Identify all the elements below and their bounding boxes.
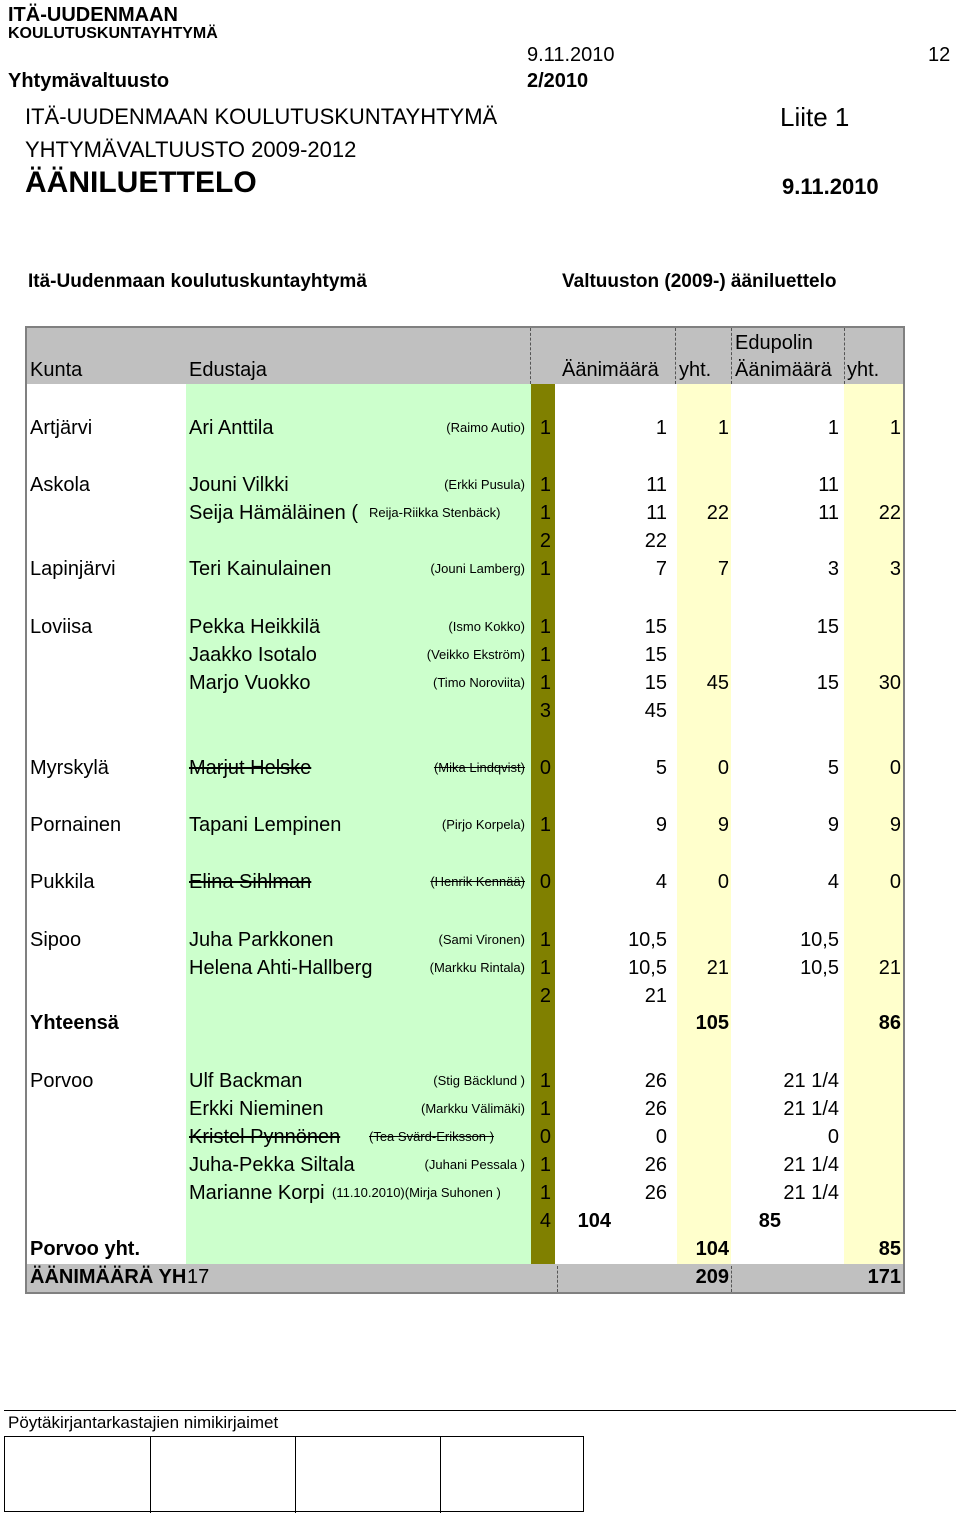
edupolin-votes-cell: 1 bbox=[827, 417, 839, 439]
count-cell: 1 bbox=[539, 1070, 551, 1092]
count-cell: 2 bbox=[539, 985, 551, 1007]
count-cell: 1 bbox=[539, 417, 551, 439]
edupolin-yht-cell: 0 bbox=[889, 871, 901, 893]
count-cell: 1 bbox=[539, 957, 551, 979]
table-row bbox=[27, 954, 905, 982]
edupolin-votes-cell: 85 bbox=[758, 1210, 781, 1232]
edupolin-yht-cell: 86 bbox=[878, 1012, 901, 1034]
count-cell: 1 bbox=[539, 1098, 551, 1120]
header-edupolin-aanimaara: Äänimäärä bbox=[735, 359, 832, 381]
table-row bbox=[27, 1151, 905, 1179]
kunta-cell: Myrskylä bbox=[30, 757, 109, 779]
votes-cell: 0 bbox=[655, 1126, 667, 1148]
header-divider-4 bbox=[844, 328, 845, 384]
title-date: 9.11.2010 bbox=[782, 174, 879, 199]
varajasen-cell: (Henrik Kennää) bbox=[430, 874, 525, 889]
edupolin-votes-cell: 4 bbox=[827, 871, 839, 893]
count-cell: 2 bbox=[539, 530, 551, 552]
count-cell: 1 bbox=[539, 616, 551, 638]
edupolin-votes-cell: 21 1/4 bbox=[783, 1182, 839, 1204]
varajasen-cell: (Juhani Pessala ) bbox=[424, 1157, 525, 1172]
kunta-cell: Loviisa bbox=[30, 616, 93, 638]
edupolin-yht-cell: 85 bbox=[878, 1238, 901, 1260]
header-divider-3 bbox=[731, 328, 732, 384]
kunta-cell: Askola bbox=[30, 474, 91, 496]
varajasen-cell: (Pirjo Korpela) bbox=[441, 817, 525, 832]
header-yht: yht. bbox=[679, 359, 712, 381]
table-row bbox=[27, 499, 905, 527]
votes-cell: 7 bbox=[655, 558, 667, 580]
kunta-cell: Pornainen bbox=[30, 814, 122, 836]
count-cell: 1 bbox=[539, 672, 551, 694]
table-row bbox=[27, 527, 905, 555]
subtitle-right: Valtuuston (2009-) ääniluettelo bbox=[562, 271, 837, 292]
edupolin-yht-cell: 30 bbox=[878, 672, 901, 694]
vote-table bbox=[25, 326, 905, 1294]
table-row bbox=[27, 471, 905, 499]
edupolin-votes-cell: 15 bbox=[816, 672, 839, 694]
edustaja-cell: Tapani Lempinen bbox=[189, 814, 342, 836]
count-cell: 3 bbox=[539, 700, 551, 722]
signature-box bbox=[4, 1436, 584, 1512]
edupolin-votes-cell: 21 1/4 bbox=[783, 1154, 839, 1176]
table-row bbox=[27, 414, 905, 442]
edustaja-cell: Ari Anttila bbox=[189, 417, 274, 439]
edustaja-cell: Jouni Vilkki bbox=[189, 474, 289, 496]
count-cell: 1 bbox=[539, 558, 551, 580]
count-cell: 1 bbox=[539, 644, 551, 666]
table-row bbox=[27, 1123, 905, 1151]
varajasen-cell: (Jouni Lamberg) bbox=[430, 561, 525, 576]
votes-cell: 1 bbox=[655, 417, 667, 439]
edupolin-yht-cell: 0 bbox=[889, 757, 901, 779]
table-row bbox=[27, 1009, 905, 1037]
edupolin-yht-cell: 21 bbox=[878, 957, 901, 979]
edupolin-votes-cell: 9 bbox=[827, 814, 839, 836]
edustaja-cell: Juha Parkkonen bbox=[189, 929, 334, 951]
kunta-cell: Yhteensä bbox=[30, 1012, 119, 1034]
count-cell: 1 bbox=[539, 1154, 551, 1176]
votes-cell: 10,5 bbox=[628, 957, 667, 979]
count-cell: 0 bbox=[539, 1126, 551, 1148]
signature-cell-divider bbox=[295, 1437, 296, 1513]
issue-number: 2/2010 bbox=[527, 70, 589, 92]
count-cell: 1 bbox=[539, 814, 551, 836]
edupolin-yht-cell: 22 bbox=[878, 502, 901, 524]
table-row bbox=[27, 1067, 905, 1095]
edustaja-cell: Kristel Pynnönen bbox=[189, 1126, 341, 1148]
body-name: Yhtymävaltuusto bbox=[8, 70, 170, 92]
yht-cell: 104 bbox=[695, 1238, 729, 1260]
org-name-line1: ITÄ-UUDENMAAN bbox=[8, 4, 178, 26]
header-kunta: Kunta bbox=[30, 359, 83, 381]
edupolin-votes-cell: 21 1/4 bbox=[783, 1070, 839, 1092]
edustaja-cell: Teri Kainulainen bbox=[189, 558, 332, 580]
appendix-label: Liite 1 bbox=[780, 102, 850, 132]
votes-cell: 11 bbox=[646, 474, 667, 496]
edupolin-votes-cell: 10,5 bbox=[800, 929, 839, 951]
varajasen-cell: (Markku Rintala) bbox=[429, 960, 525, 975]
edustaja-cell: Elina Sihlman bbox=[189, 871, 312, 893]
varajasen-cell: (Erkki Pusula) bbox=[444, 477, 525, 492]
varajasen-cell: (Markku Välimäki) bbox=[420, 1101, 525, 1116]
varajasen-cell: (Stig Bäcklund ) bbox=[433, 1073, 525, 1088]
votes-cell: 9 bbox=[655, 814, 667, 836]
edupolin-yht-cell: 171 bbox=[867, 1266, 901, 1288]
edustaja-cell: Seija Hämäläinen ( bbox=[189, 502, 358, 524]
table-row bbox=[27, 613, 905, 641]
yht-cell: 22 bbox=[706, 502, 729, 524]
table-row bbox=[27, 697, 905, 725]
edupolin-votes-cell: 11 bbox=[818, 474, 839, 496]
votes-cell: 10,5 bbox=[628, 929, 667, 951]
count-cell: 1 bbox=[539, 1182, 551, 1204]
edupolin-votes-cell: 3 bbox=[827, 558, 839, 580]
header-edupolin-yht: yht. bbox=[847, 359, 880, 381]
page-number: 12 bbox=[928, 44, 951, 66]
count-cell: 0 bbox=[539, 757, 551, 779]
edustaja-cell: Erkki Nieminen bbox=[189, 1098, 324, 1120]
edustaja-cell: Marjo Vuokko bbox=[189, 672, 311, 694]
yht-cell: 0 bbox=[717, 757, 729, 779]
votes-cell: 15 bbox=[644, 672, 667, 694]
table-row bbox=[27, 1095, 905, 1123]
edustaja-cell: Helena Ahti-Hallberg bbox=[189, 957, 373, 979]
votes-cell: 4 bbox=[655, 871, 667, 893]
edupolin-votes-cell: 21 1/4 bbox=[783, 1098, 839, 1120]
count-cell: 0 bbox=[539, 871, 551, 893]
page-title: ÄÄNILUETTELO bbox=[25, 166, 257, 199]
votes-cell: 26 bbox=[644, 1098, 667, 1120]
votes-cell: 104 bbox=[577, 1210, 611, 1232]
varajasen-cell: (Mika Lindqvist) bbox=[433, 760, 525, 775]
table-row bbox=[27, 669, 905, 697]
edustaja-cell: Ulf Backman bbox=[189, 1070, 303, 1092]
edupolin-votes-cell: 10,5 bbox=[800, 957, 839, 979]
yht-cell: 21 bbox=[706, 957, 729, 979]
count-cell: 1 bbox=[539, 502, 551, 524]
kunta-cell: Pukkila bbox=[30, 871, 95, 893]
varajasen-cell: (Raimo Autio) bbox=[446, 420, 525, 435]
yht-cell: 0 bbox=[717, 871, 729, 893]
varajasen-cell: (Tea Svärd-Eriksson ) bbox=[369, 1129, 494, 1144]
votes-cell: 45 bbox=[644, 700, 667, 722]
edupolin-votes-cell: 0 bbox=[827, 1126, 839, 1148]
votes-cell: 21 bbox=[644, 985, 667, 1007]
kunta-cell: Artjärvi bbox=[30, 417, 93, 439]
edustaja-cell: Marianne Korpi bbox=[189, 1182, 325, 1204]
header-aanimaara: Äänimäärä bbox=[562, 359, 659, 381]
varajasen-cell: (Timo Noroviita) bbox=[433, 675, 525, 690]
signature-cell-divider bbox=[150, 1437, 151, 1513]
table-row bbox=[27, 982, 905, 1010]
header-edustaja: Edustaja bbox=[189, 359, 267, 381]
votes-cell: 15 bbox=[644, 644, 667, 666]
yht-cell: 9 bbox=[717, 814, 729, 836]
edustaja-cell: Juha-Pekka Siltala bbox=[189, 1154, 355, 1176]
org-name-line2: KOULUTUSKUNTAYHTYMÄ bbox=[8, 25, 218, 42]
votes-cell: 11 bbox=[646, 502, 667, 524]
table-row bbox=[27, 641, 905, 669]
varajasen-cell: (11.10.2010)(Mirja Suhonen ) bbox=[332, 1185, 501, 1200]
table-row bbox=[27, 1207, 905, 1235]
kunta-cell: Porvoo yht. bbox=[30, 1238, 141, 1260]
votes-cell: 26 bbox=[644, 1154, 667, 1176]
votes-cell: 5 bbox=[655, 757, 667, 779]
edupolin-yht-cell: 3 bbox=[889, 558, 901, 580]
table-row bbox=[27, 1235, 905, 1263]
edupolin-votes-cell: 15 bbox=[816, 616, 839, 638]
header-date: 9.11.2010 bbox=[527, 44, 615, 66]
edupolin-votes-cell: 5 bbox=[827, 757, 839, 779]
count-cell: 1 bbox=[539, 929, 551, 951]
varajasen-cell: Reija-Riikka Stenbäck) bbox=[369, 505, 501, 520]
table-row bbox=[27, 811, 905, 839]
votes-cell: 22 bbox=[644, 530, 667, 552]
edupolin-votes-cell: 11 bbox=[818, 502, 839, 524]
yht-cell: 209 bbox=[695, 1266, 729, 1288]
varajasen-cell: (Ismo Kokko) bbox=[448, 619, 525, 634]
header-divider-2 bbox=[675, 328, 676, 384]
council-term: YHTYMÄVALTUUSTO 2009-2012 bbox=[25, 137, 357, 162]
footer-rule bbox=[4, 1410, 956, 1411]
yht-cell: 7 bbox=[717, 558, 729, 580]
table-row bbox=[27, 926, 905, 954]
table-row bbox=[27, 754, 905, 782]
edupolin-yht-cell: 9 bbox=[889, 814, 901, 836]
kunta-cell: Porvoo bbox=[30, 1070, 94, 1092]
table-row bbox=[27, 1263, 905, 1291]
table-row bbox=[27, 868, 905, 896]
yht-cell: 45 bbox=[706, 672, 729, 694]
edupolin-yht-cell: 1 bbox=[889, 417, 901, 439]
table-row bbox=[27, 555, 905, 583]
doc-org: ITÄ-UUDENMAAN KOULUTUSKUNTAYHTYMÄ bbox=[25, 104, 498, 129]
count-cell: 1 bbox=[539, 474, 551, 496]
kunta-cell: Sipoo bbox=[30, 929, 82, 951]
signature-cell-divider bbox=[440, 1437, 441, 1513]
yht-cell: 1 bbox=[717, 417, 729, 439]
kunta-cell: ÄÄNIMÄÄRÄ YH bbox=[30, 1266, 187, 1288]
edustaja-cell: Pekka Heikkilä bbox=[189, 616, 321, 638]
header-divider-1 bbox=[530, 328, 531, 384]
header-edupolin: Edupolin bbox=[735, 332, 813, 354]
edustaja-cell: Marjut Helske bbox=[189, 757, 312, 779]
varajasen-cell: (Veikko Ekström) bbox=[426, 647, 525, 662]
votes-cell: 26 bbox=[644, 1182, 667, 1204]
varajasen-cell: (Sami Vironen) bbox=[438, 932, 525, 947]
table-row bbox=[27, 1179, 905, 1207]
votes-cell: 15 bbox=[644, 616, 667, 638]
edustaja-cell: 17 bbox=[187, 1266, 210, 1288]
edustaja-cell: Jaakko Isotalo bbox=[189, 644, 317, 666]
signature-label: Pöytäkirjantarkastajien nimikirjaimet bbox=[8, 1413, 279, 1432]
kunta-cell: Lapinjärvi bbox=[30, 558, 116, 580]
yht-cell: 105 bbox=[695, 1012, 729, 1034]
votes-cell: 26 bbox=[644, 1070, 667, 1092]
count-cell: 4 bbox=[539, 1210, 551, 1232]
subtitle-left: Itä-Uudenmaan koulutuskuntayhtymä bbox=[28, 271, 367, 292]
